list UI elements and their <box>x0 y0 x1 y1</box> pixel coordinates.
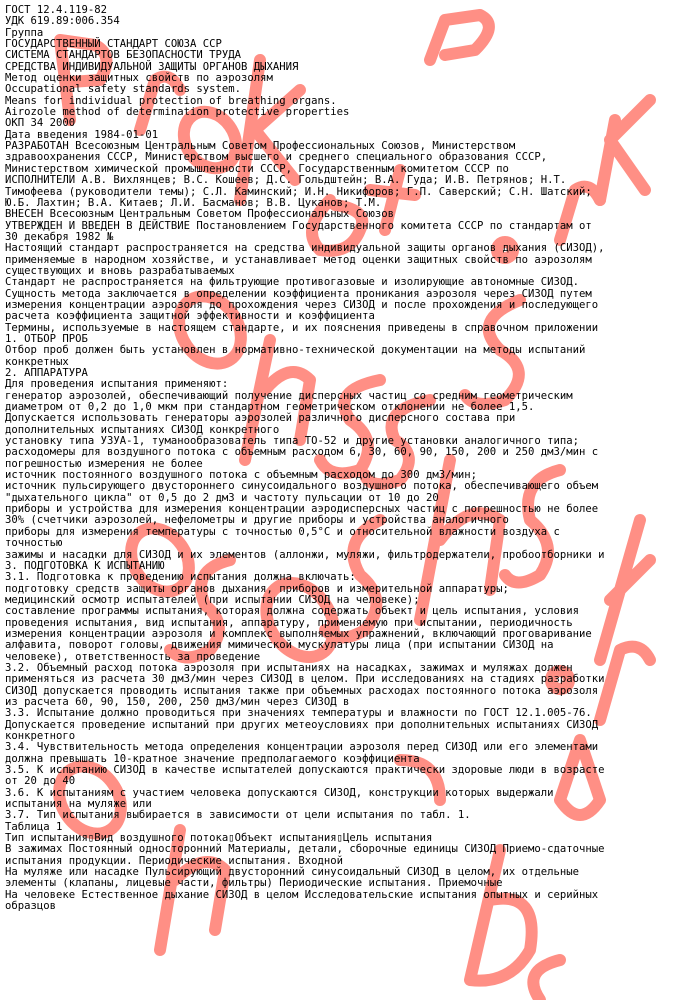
text-line: СИЗОД допускается проводить испытания также при объемных расходах постоянного потока аэрозоля <box>5 684 599 697</box>
text-line: Термины, используемые в настоящем стандарте, и их пояснения приведены в справочном приложении <box>5 321 599 334</box>
text-line: должна превышать 10-кратное значение предполагаемого коэффициента <box>5 752 420 765</box>
text-line: УТВЕРЖДЕН И ВВЕДЕН В ДЕЙСТВИЕ Постановлением Государственного комитета СССР по стандартам от <box>5 219 592 232</box>
text-line: применяться из расчета 30 дм3/мин через СИЗОД в целом. При исследованиях на стадиях разработки <box>5 673 605 686</box>
text-line: Допускается проведение испытаний при других метеоусловиях при дополнительных испытаниях СИЗОД <box>5 718 599 731</box>
text-line: Дата введения 1984-01-01 <box>5 128 159 141</box>
text-line: точностью <box>5 537 63 550</box>
text-line: подготовку средств защиты органов дыхания, приборов и измерительной аппаратуры; <box>5 582 509 595</box>
text-line: Стандарт не распространяется на фильтрующие противогазовые и изолирующие автономные СИЗОД. <box>5 276 580 289</box>
text-line: На муляже или насадке Пульсирующий двусторонний синусоидальный СИЗОД в целом, их отдельные <box>5 866 580 879</box>
text-line: 3.3. Испытание должно проводиться при значениях температуры и влажности по ГОСТ 12.1.005-76. <box>5 707 592 720</box>
text-line: дополнительных испытаниях СИЗОД конкретного <box>5 423 280 436</box>
text-line: медицинский осмотр испытателей (при испытании СИЗОД на человеке); <box>5 593 420 606</box>
text-line: 3.4. Чувствительность метода определения концентрации аэрозоля перед СИЗОД или его элементами <box>5 741 599 754</box>
text-line: конкретных <box>5 355 69 368</box>
text-line: образцов <box>5 900 57 913</box>
text-line: зажимы и насадки для СИЗОД и их элементов (аллонжи, муляжи, фильтродержатели, пробоотборники и <box>5 548 605 561</box>
text-line: СРЕДСТВА ИНДИВИДУАЛЬНОЙ ЗАЩИТЫ ОРГАНОВ ДЫХАНИЯ <box>5 60 299 73</box>
text-line: Допускается использовать генераторы аэрозолей различного дисперсного состава при <box>5 412 516 425</box>
text-line: Means for individual protection of breathing organs. <box>5 94 337 107</box>
text-line: 3.7. Тип испытания выбирается в зависимости от цели испытания по табл. 1. <box>5 809 471 822</box>
text-line: 3. ПОДГОТОВКА К ИСПЫТАНИЮ <box>5 559 165 572</box>
text-line: Метод оценки защитных свойств по аэрозолям <box>5 72 273 85</box>
text-line: проведения испытания, вид испытания, аппаратуру, применяемую при испытании, периодичность <box>5 616 573 629</box>
text-line: Группа <box>5 26 44 39</box>
text-line: 30% (счетчики аэрозолей, нефелометры и другие приборы и устройства аналогичного <box>5 514 509 527</box>
text-line: На человеке Естественное дыхание СИЗОД в целом Исследовательские испытания опытных и серийных <box>5 888 599 901</box>
text-line: применяемые в народном хозяйстве, и устанавливает метод оценки защитных свойств по аэрозолям <box>5 253 592 266</box>
text-line: испытания продукции. Периодические испытания. Входной <box>5 854 344 867</box>
text-line: расходомеры для воздушного потока с объемным расходом 6, 30, 60, 90, 150, 200 и 250 дм3/мин с <box>5 446 599 459</box>
text-line: алфавита, поворот головы, движения мимической мускулатуры лица (при испытании СИЗОД на <box>5 639 554 652</box>
text-line: человеке), ответственность за проведение <box>5 650 261 663</box>
text-line: из расчета 60, 90, 150, 200, 250 дм3/мин через СИЗОД в <box>5 695 350 708</box>
text-line: испытания на муляже или <box>5 798 152 811</box>
text-line: ГОСУДАРСТВЕННЫЙ СТАНДАРТ СОЮЗА ССР <box>5 38 222 51</box>
text-line: 2. АППАРАТУРА <box>5 367 88 379</box>
text-line: ВНЕСЕН Всесоюзным Центральным Советом Профессиональных Союзов <box>5 208 395 221</box>
watermark-letter <box>533 960 560 1000</box>
text-line: Настоящий стандарт распространяется на средства индивидуальной защиты органов дыхания (СИЗОД), <box>5 242 605 255</box>
text-line: 1. ОТБОР ПРОБ <box>5 332 88 345</box>
text-line: измерения концентрации аэрозоля до прохождения через СИЗОД и после прохождения и последующего <box>5 298 599 311</box>
text-line: Ю.Б. Лахтин; В.А. Китаев; Л.И. Басманов; В.В. Цуканов; Т.М. <box>5 196 382 209</box>
text-line: ГОСТ 12.4.119-82 <box>5 5 108 16</box>
text-line: Сущность метода заключается в определении коэффициента проникания аэрозоля через СИЗОД путем <box>5 287 592 300</box>
text-line: УДК 619.89:006.354 <box>5 15 120 28</box>
text-line: В зажимах Постоянный односторонний Материалы, детали, сборочные единицы СИЗОД Приемо-сдаточные <box>5 843 605 856</box>
text-line: здравоохранения СССР, Министерством высшего и среднего специального образования СССР, <box>5 151 548 164</box>
text-line: составление программы испытания, которая должна содержать объект и цель испытания, условия <box>5 605 580 618</box>
text-line: конкретного <box>5 730 76 742</box>
text-line: ОКП 34 2000 <box>5 117 76 130</box>
text-line: 30 декабря 1982 № <box>5 230 114 243</box>
text-line: Тимофеева (руководители темы); С.Л. Каминский; И.Н. Никифоров; Г.П. Саверский; С.Н. Шатский; <box>5 185 592 198</box>
text-line: Тип испытания▯Вид воздушного потока▯Объект испытания▯Цель испытания <box>5 832 433 845</box>
text-line: Отбор проб должен быть установлен в нормативно-технической документации на методы испытаний <box>5 344 586 357</box>
document-text <box>5 5 695 913</box>
text-line: расчета коэффициента защитной эффективности и коэффициента <box>5 310 375 323</box>
text-line: 3.1. Подготовка к проведению испытания должна включать: <box>5 571 356 584</box>
text-line: погрешностью измерения не более <box>5 457 203 470</box>
text-line: от 20 до 40 <box>5 775 76 788</box>
text-line: РАЗРАБОТАН Всесоюзным Центральным Советом Профессиональных Союзов, Министерством <box>5 140 516 153</box>
text-line: существующих и вновь разрабатываемых <box>5 264 235 277</box>
text-line: приборы для измерения температуры с точностью 0,5°C и относительной влажности воздуха с <box>5 525 560 538</box>
text-line: установку типа УЗУА-1, туманообразователь типа ТО-52 и другие установки аналогичного типа; <box>5 435 580 448</box>
text-line: элементы (клапаны, лицевые части, фильтры) Периодические испытания. Приемочные <box>5 877 503 890</box>
text-line: диаметром от 0,2 до 1,0 мкм при стандартном геометрическом отклонении не более 1,5. <box>5 401 535 414</box>
text-line: СИСТЕМА СТАНДАРТОВ БЕЗОПАСНОСТИ ТРУДА <box>5 49 241 62</box>
text-line: приборы и устройства для измерения концентрации аэродисперсных частиц с погрешностью не более <box>5 503 599 516</box>
text-line: источник пульсирующего двустороннего синусоидального воздушного потока, обеспечивающего объем <box>5 480 599 493</box>
text-line: измерения концентрации аэрозоля и комплекс выполняемых упражнений, включающий проговаривание <box>5 627 592 640</box>
text-line: Airozole method of determination protective properties <box>5 106 350 119</box>
text-line: "дыхательного цикла" от 0,5 до 2 дм3 и частоту пульсации от 10 до 20 <box>5 491 439 504</box>
text-line: Таблица 1 <box>5 820 63 833</box>
text-line: генератор аэрозолей, обеспечивающий получение дисперсных частиц со средним геометрическим <box>5 389 573 402</box>
text-line: Occupational safety standards system. <box>5 83 241 96</box>
text-line: 3.5. К испытанию СИЗОД в качестве испытателей допускаются практически здоровые люди в возрасте <box>5 764 605 777</box>
text-line: Министерством химической промышленности СССР, Государственным комитетом СССР по <box>5 162 509 175</box>
text-line: Для проведения испытания применяют: <box>5 378 229 391</box>
text-line: 3.6. К испытаниям с участием человека допускаются СИЗОД, конструкции которых выдержали <box>5 786 554 799</box>
text-line: ИСПОЛНИТЕЛИ А.В. Вихлянцев; В.С. Кошеев; Д.С. Гольдштейн; В.А. Гуда; И.В. Петрянов; Н.Т. <box>5 174 567 187</box>
text-line: источник постоянного воздушного потока с объемным расходом до 300 дм3/мин; <box>5 469 477 482</box>
text-line: 3.2. Объемный расход потока аэрозоля при испытаниях на насадках, зажимах и муляжах должен <box>5 661 573 674</box>
